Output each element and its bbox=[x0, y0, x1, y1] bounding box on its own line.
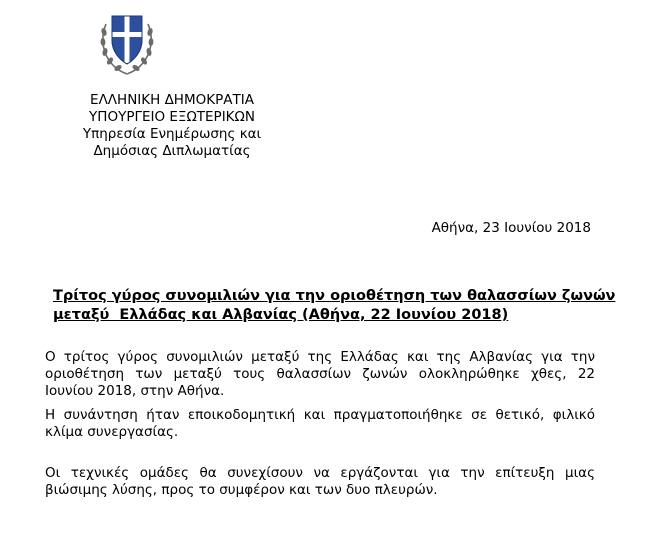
greek-coat-of-arms-icon bbox=[98, 10, 156, 76]
paragraph-line: κλίμα συνεργασίας. bbox=[45, 424, 179, 440]
header-service: Υπηρεσία Ενημέρωσης και bbox=[82, 126, 262, 142]
paragraph-line: Ο τρίτος γύρος συνομιλιών μεταξύ της Ελλάδας και της Αλβανίας για την bbox=[45, 349, 595, 365]
header-ministry: ΥΠΟΥΡΓΕΙΟ ΕΞΩΤΕΡΙΚΩΝ bbox=[89, 109, 255, 125]
paragraph-2 bbox=[45, 407, 595, 441]
ministry-header bbox=[52, 92, 292, 160]
title-line-2: μεταξύ Ελλάδας και Αλβανίας (Αθήνα, 22 Ιουνίου 2018) bbox=[53, 307, 509, 323]
paragraph-line: βιώσιμης λύσης, προς το συμφέρον και των δυο πλευρών. bbox=[45, 482, 438, 498]
paragraph-line: Η συνάντηση ήταν εποικοδομητική και πραγματοποιήθηκε σε θετικό, φιλικό bbox=[45, 407, 595, 423]
header-service-cont: Δημόσιας Διπλωματίας bbox=[93, 143, 251, 159]
press-release-title bbox=[53, 287, 616, 325]
paragraph-3 bbox=[45, 465, 595, 499]
paragraph-line: οριοθέτηση των μεταξύ τους θαλασσίων ζωνών ολοκληρώθηκε χθες, 22 bbox=[45, 366, 595, 382]
header-country: ΕΛΛΗΝΙΚΗ ΔΗΜΟΚΡΑΤΙΑ bbox=[90, 92, 254, 108]
paragraph-1 bbox=[45, 349, 595, 400]
paragraph-line: Ιουνίου 2018, στην Αθήνα. bbox=[45, 383, 225, 399]
paragraph-line: Οι τεχνικές ομάδες θα συνεχίσουν να εργάζονται για την επίτευξη μιας bbox=[45, 465, 595, 481]
title-line-1: Τρίτος γύρος συνομιλιών για την οριοθέτηση των θαλασσίων ζωνών bbox=[53, 288, 616, 304]
release-date: Αθήνα, 23 Ιουνίου 2018 bbox=[431, 220, 591, 236]
